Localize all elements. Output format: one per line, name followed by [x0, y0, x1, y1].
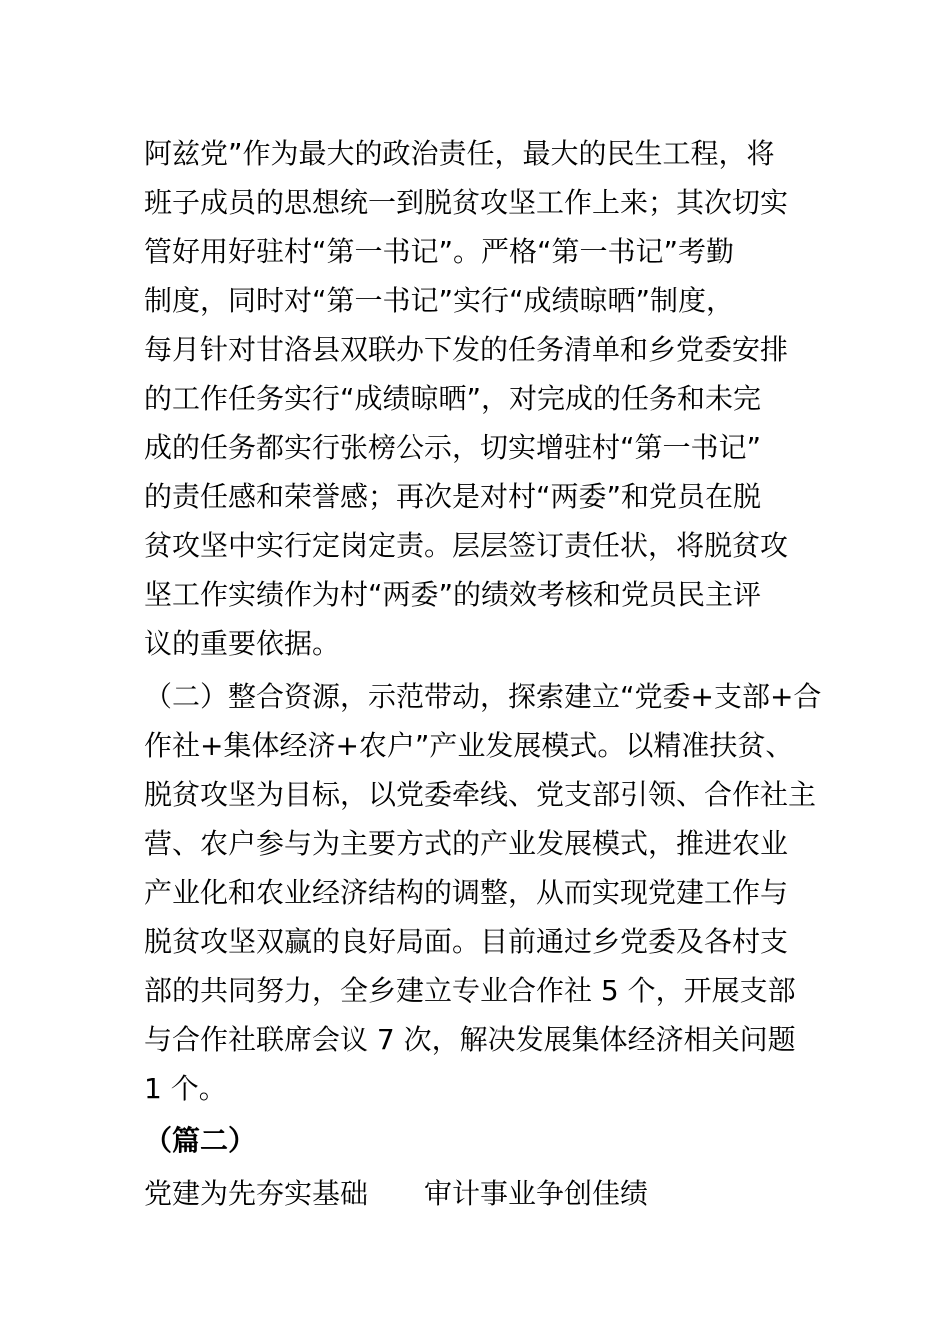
- paragraph-1-line: 议的重要依据。: [144, 627, 341, 660]
- paragraph-1-line: 贫攻坚中实行定岗定责。层层签订责任状，将脱贫攻: [144, 529, 789, 562]
- paragraph-2-line: 产业化和农业经济结构的调整，从而实现党建工作与: [144, 876, 789, 909]
- article-title: 党建为先夯实基础 审计事业争创佳绩: [144, 1177, 649, 1210]
- paragraph-1-line: 的责任感和荣誉感；再次是对村“两委”和党员在脱: [144, 480, 762, 513]
- paragraph-2-line: 营、农户参与为主要方式的产业发展模式，推进农业: [144, 827, 789, 860]
- paragraph-1-line: 坚工作实绩作为村“两委”的绩效考核和党员民主评: [144, 578, 762, 611]
- paragraph-2-line: 与合作社联席会议 7 次，解决发展集体经济相关问题: [144, 1023, 796, 1056]
- paragraph-1-line: 每月针对甘洛县双联办下发的任务清单和乡党委安排: [144, 333, 789, 366]
- paragraph-2-line: 1 个。: [144, 1072, 227, 1105]
- paragraph-2-line: （二）整合资源，示范带动，探索建立“党委+支部+合: [144, 680, 822, 713]
- paragraph-1-line: 制度，同时对“第一书记”实行“成绩晾晒”制度，: [144, 284, 735, 317]
- paragraph-1-line: 管好用好驻村“第一书记”。严格“第一书记”考勤: [144, 235, 735, 268]
- paragraph-2-line: 脱贫攻坚双赢的良好局面。目前通过乡党委及各村支: [144, 925, 789, 958]
- paragraph-1-line: 成的任务都实行张榜公示，切实增驻村“第一书记”: [144, 431, 762, 464]
- section-heading: （篇二）: [144, 1124, 257, 1157]
- paragraph-1-line: 阿兹党”作为最大的政治责任，最大的民生工程，将: [144, 137, 775, 170]
- paragraph-2-line: 作社+集体经济+农户”产业发展模式。以精准扶贫、: [144, 729, 794, 762]
- paragraph-1-line: 的工作任务实行“成绩晾晒”，对完成的任务和未完: [144, 382, 762, 415]
- paragraph-2-line: 脱贫攻坚为目标，以党委牵线、党支部引领、合作社主: [144, 778, 817, 811]
- paragraph-2-line: 部的共同努力，全乡建立专业合作社 5 个，开展支部: [144, 974, 796, 1007]
- paragraph-1-line: 班子成员的思想统一到脱贫攻坚工作上来；其次切实: [144, 186, 789, 219]
